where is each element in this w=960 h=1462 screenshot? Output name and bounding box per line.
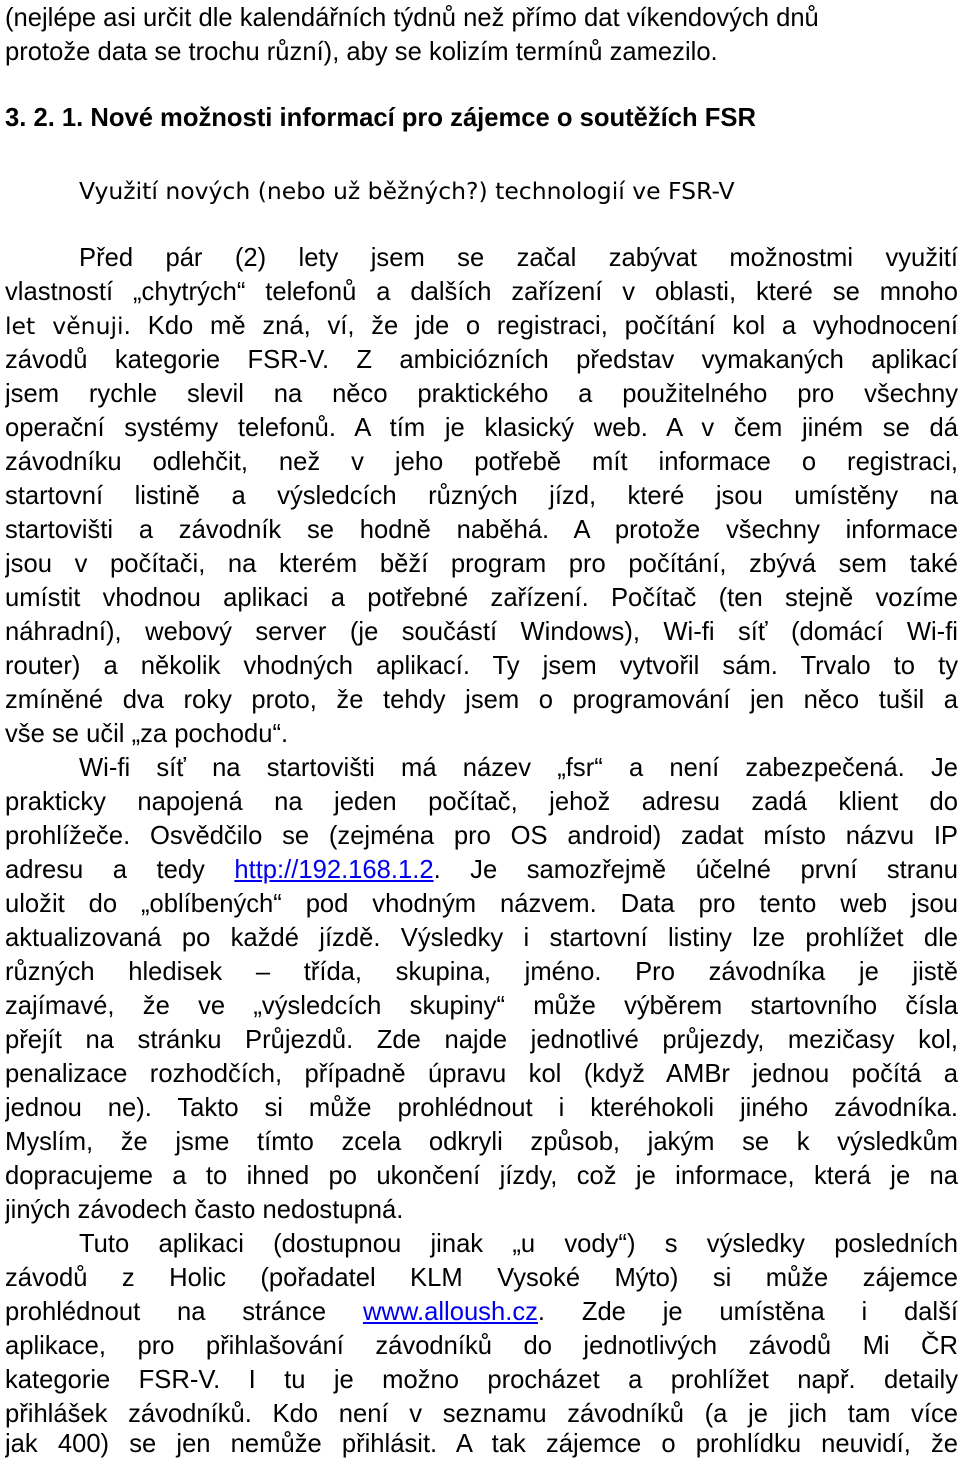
para1-line-3-rest: Kdo mě zná, ví, že jde o registraci, počítání kol a vyhodnocení	[131, 312, 958, 340]
para1-line-6: operační systémy telefonů. A tím je klasický web. A v čem jiném se dá	[5, 414, 958, 442]
para1-line-3	[5, 308, 958, 344]
para2-line-6: aktualizovaná po každé jízdě. Výsledky i startovní listiny lze prohlížet dle	[5, 924, 958, 952]
para2-line-2: prakticky napojená na jeden počítač, jehož adresu zadá klient do	[5, 788, 958, 816]
para1-line-13: router) a několik vhodných aplikací. Ty jsem vytvořil sám. Trvalo to ty	[5, 652, 958, 680]
intro-line-1: (nejlépe asi určit dle kalendářních týdnů než přímo dat víkendových dnů	[5, 4, 819, 32]
para1-line-9: startovišti a závodník se hodně naběhá. A protože všechny informace	[5, 516, 958, 544]
para1-line-3-calibri: let věnuji.	[5, 312, 131, 340]
para2-line-14: jiných závodech často nedostupná.	[5, 1196, 404, 1224]
para1-line-2: vlastností „chytrých“ telefonů a dalších zařízení v oblasti, které se mnoho	[5, 278, 958, 306]
para3-line-2: závodů z Holic (pořadatel KLM Vysoké Mýto) si může zájemce	[5, 1264, 958, 1292]
para1-line-15: vše se učil „za pochodu“.	[5, 720, 289, 748]
subheading: Využití nových (nebo už běžných?) technologií ve FSR-V	[79, 177, 735, 205]
section-heading: 3. 2. 1. Nové možnosti informací pro zájemce o soutěžích FSR	[5, 104, 756, 132]
para3-line-4: aplikace, pro přihlašování závodníků do jednotlivých závodů Mi ČR	[5, 1332, 958, 1360]
para1-line-12: náhradní), webový server (je součástí Windows), Wi-fi síť (domácí Wi-fi	[5, 618, 958, 646]
para2-line-4: adresu a tedy http://192.168.1.2. Je samozřejmě účelné první stranu	[5, 856, 958, 884]
ip-address-link[interactable]: http://192.168.1.2	[234, 856, 434, 884]
intro-line-2: protože data se trochu různí), aby se kolizím termínů zamezilo.	[5, 38, 718, 66]
para2-line-1: Wi-fi síť na startovišti má název „fsr“ a není zabezpečená. Je	[79, 754, 958, 782]
para1-line-4: závodů kategorie FSR-V. Z ambiciózních představ vymakaných aplikací	[5, 346, 958, 374]
para3-line-3: prohlédnout na stránce www.alloush.cz. Zde je umístěna i další	[5, 1298, 958, 1326]
para2-line-9: přejít na stránku Průjezdů. Zde najde jednotlivé průjezdy, mezičasy kol,	[5, 1026, 958, 1054]
para1-line-10: jsou v počítači, na kterém běží program pro počítání, zbývá sem také	[5, 550, 958, 578]
para1-line-8: startovní listině a výsledcích různých jízd, které jsou umístěny na	[5, 482, 958, 510]
para2-line-10: penalizace rozhodčích, případně úpravu kol (když AMBr jednou počítá a	[5, 1060, 958, 1088]
alloush-link[interactable]: www.alloush.cz	[362, 1298, 538, 1326]
para1-line-5: jsem rychle slevil na něco praktického a použitelného pro všechny	[5, 380, 958, 408]
para2-line-7: různých hledisek – třída, skupina, jméno. Pro závodníka je jistě	[5, 958, 958, 986]
para1-line-11: umístit vhodnou aplikaci a potřebné zařízení. Počítač (ten stejně vozíme	[5, 584, 958, 612]
para1-line-14: zmíněné dva roky proto, že tehdy jsem o programování jen něco tušil a	[5, 686, 958, 714]
para1-line-1: Před pár (2) lety jsem se začal zabývat možnostmi využití	[79, 244, 958, 272]
para2-line-11: jednou ne). Takto si může prohlédnout i kteréhokoli jiného závodníka.	[5, 1094, 958, 1122]
para2-line-3: prohlížeče. Osvědčilo se (zejména pro OS android) zadat místo názvu IP	[5, 822, 958, 850]
para3-line-7: jak 400) se jen nemůže přihlásit. A tak zájemce o prohlídku neuvidí, že	[5, 1430, 958, 1458]
para3-line-1: Tuto aplikaci (dostupnou jinak „u vody“) s výsledky posledních	[79, 1230, 958, 1258]
para2-line-13: dopracujeme a to ihned po ukončení jízdy, což je informace, která je na	[5, 1162, 958, 1190]
para2-line-5: uložit do „oblíbených“ pod vhodným názvem. Data pro tento web jsou	[5, 890, 958, 918]
para3-line-5: kategorie FSR-V. I tu je možno procházet a prohlížet např. detaily	[5, 1366, 958, 1394]
para3-line-6: přihlášek závodníků. Kdo není v seznamu závodníků (a je jich tam více	[5, 1400, 958, 1428]
para2-line-12: Myslím, že jsme tímto zcela odkryli způsob, jakým se k výsledkům	[5, 1128, 958, 1156]
para1-line-7: závodníku odlehčit, než v jeho potřebě mít informace o registraci,	[5, 448, 958, 476]
para2-line-8: zajímavé, že ve „výsledcích skupiny“ může výběrem startovního čísla	[5, 992, 958, 1020]
